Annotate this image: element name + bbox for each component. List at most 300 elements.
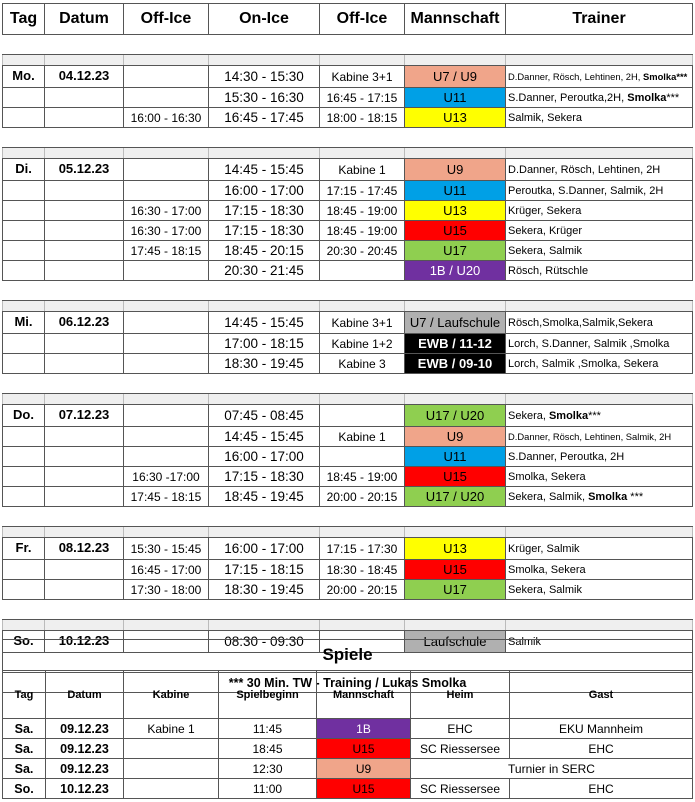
separator-cell — [45, 527, 124, 538]
off-ice-after-cell: 18:30 - 18:45 — [320, 560, 405, 580]
date-cell: 06.12.23 — [45, 312, 124, 334]
off-ice-before-cell: 15:30 - 15:45 — [124, 538, 209, 560]
on-ice-cell: 16:00 - 17:00 — [209, 538, 320, 560]
date-cell-empty — [45, 487, 124, 507]
trainer-cell — [506, 467, 693, 487]
date-cell-empty — [45, 181, 124, 201]
day-cell-empty — [3, 261, 45, 281]
off-ice-before-cell: 16:30 - 17:00 — [124, 221, 209, 241]
separator-cell — [405, 620, 506, 631]
day-cell-empty — [3, 487, 45, 507]
gap-cell — [209, 281, 320, 301]
separator-cell — [3, 55, 45, 66]
schedule-row — [3, 405, 693, 427]
trainer-names: Lorch, S.Danner, Salmik ,Smolka — [508, 337, 670, 350]
gap-cell — [45, 281, 124, 301]
gap-cell — [405, 128, 506, 148]
off-ice-before-cell: 17:45 - 18:15 — [124, 487, 209, 507]
team-cell: 1B / U20 — [405, 261, 506, 281]
schedule-row — [3, 159, 693, 181]
separator-cell — [320, 55, 405, 66]
trainer-names: D.Danner, Rösch, Lehtinen, Salmik, 2H — [508, 431, 672, 442]
game-date-cell: 10.12.23 — [46, 779, 124, 799]
schedule-row — [3, 261, 693, 281]
gap-cell — [124, 507, 209, 527]
trainer-cell — [506, 447, 693, 467]
game-start-cell: 11:00 — [219, 779, 317, 799]
team-cell: U7 / Laufschule — [405, 312, 506, 334]
off-ice-before-cell — [124, 334, 209, 354]
team-cell: U15 — [405, 560, 506, 580]
header-on-ice: On-Ice — [209, 4, 320, 35]
team-cell: U17 / U20 — [405, 487, 506, 507]
day-cell-empty — [3, 427, 45, 447]
gap-cell — [124, 35, 209, 55]
day-cell-empty — [3, 88, 45, 108]
date-cell-empty — [45, 261, 124, 281]
schedule-row — [3, 467, 693, 487]
trainer-names: Sekera, Salmik — [508, 583, 582, 596]
game-start-cell: 18:45 — [219, 739, 317, 759]
gap-cell — [3, 600, 45, 620]
on-ice-cell: 07:45 - 08:45 — [209, 405, 320, 427]
team-cell: U11 — [405, 447, 506, 467]
schedule-row — [3, 354, 693, 374]
date-cell: 08.12.23 — [45, 538, 124, 560]
off-ice-after-cell: Kabine 3+1 — [320, 312, 405, 334]
off-ice-after-cell: 17:15 - 17:45 — [320, 181, 405, 201]
day-cell-empty — [3, 334, 45, 354]
off-ice-before-cell: 16:45 - 17:00 — [124, 560, 209, 580]
day-cell-empty — [3, 560, 45, 580]
trainer-cell — [506, 221, 693, 241]
gap-cell — [405, 281, 506, 301]
gap-cell — [506, 35, 693, 55]
separator-cell — [3, 394, 45, 405]
game-day-cell: Sa. — [3, 759, 46, 779]
off-ice-after-cell: 16:45 - 17:15 — [320, 88, 405, 108]
game-row — [3, 779, 693, 799]
day-cell-empty — [3, 221, 45, 241]
trainer-footnote-mark: *** — [588, 409, 601, 422]
trainer-goalie-coach: Smolka — [627, 91, 667, 104]
off-ice-after-cell: 17:15 - 17:30 — [320, 538, 405, 560]
off-ice-after-cell: 18:45 - 19:00 — [320, 201, 405, 221]
gap-row — [3, 507, 693, 527]
games-header-row — [3, 671, 693, 719]
trainer-names: Rösch, Rütschle — [508, 264, 589, 277]
date-cell-empty — [45, 580, 124, 600]
off-ice-before-cell — [124, 354, 209, 374]
day-cell-empty — [3, 467, 45, 487]
games-header-day: Tag — [3, 671, 46, 719]
separator-cell — [320, 148, 405, 159]
gap-cell — [320, 374, 405, 394]
schedule-row — [3, 181, 693, 201]
team-cell: EWB / 09-10 — [405, 354, 506, 374]
off-ice-before-cell — [124, 159, 209, 181]
trainer-cell — [506, 427, 693, 447]
separator-cell — [124, 148, 209, 159]
gap-cell — [506, 128, 693, 148]
header-date: Datum — [45, 4, 124, 35]
day-cell: Mi. — [3, 312, 45, 334]
game-day-cell: Sa. — [3, 739, 46, 759]
separator-cell — [124, 55, 209, 66]
game-row — [3, 739, 693, 759]
off-ice-after-cell: Kabine 3 — [320, 354, 405, 374]
trainer-names: Lorch, Salmik ,Smolka, Sekera — [508, 357, 659, 370]
trainer-cell — [506, 241, 693, 261]
on-ice-cell: 17:00 - 18:15 — [209, 334, 320, 354]
date-cell-empty — [45, 560, 124, 580]
team-cell: U15 — [405, 467, 506, 487]
schedule-row — [3, 221, 693, 241]
schedule-header-row — [3, 4, 693, 35]
day-cell: Do. — [3, 405, 45, 427]
separator-cell — [209, 148, 320, 159]
team-cell: U13 — [405, 108, 506, 128]
games-title: Spiele — [3, 640, 693, 671]
gap-row — [3, 374, 693, 394]
game-date-cell: 09.12.23 — [46, 739, 124, 759]
day-cell: Fr. — [3, 538, 45, 560]
gap-cell — [209, 600, 320, 620]
separator-cell — [209, 394, 320, 405]
gap-cell — [405, 35, 506, 55]
game-day-cell: So. — [3, 779, 46, 799]
day-cell: Mo. — [3, 66, 45, 88]
off-ice-after-cell: 18:45 - 19:00 — [320, 467, 405, 487]
separator-cell — [506, 148, 693, 159]
separator-cell — [405, 301, 506, 312]
gap-row — [3, 128, 693, 148]
separator-cell — [506, 55, 693, 66]
team-cell: U7 / U9 — [405, 66, 506, 88]
separator-cell — [506, 620, 693, 631]
trainer-cell — [506, 108, 693, 128]
date-cell: 07.12.23 — [45, 405, 124, 427]
game-home-cell: EHC — [411, 719, 510, 739]
gap-cell — [3, 35, 45, 55]
team-cell: EWB / 11-12 — [405, 334, 506, 354]
gap-cell — [506, 374, 693, 394]
games-table — [2, 639, 693, 799]
date-cell-empty — [45, 447, 124, 467]
date-cell-empty — [45, 201, 124, 221]
trainer-names: Salmik — [508, 635, 542, 648]
team-cell: U9 — [405, 427, 506, 447]
day-cell-empty — [3, 181, 45, 201]
gap-cell — [124, 600, 209, 620]
on-ice-cell: 17:15 - 18:15 — [209, 560, 320, 580]
trainer-cell — [506, 66, 693, 88]
trainer-names: Peroutka, S.Danner, Salmik, 2H — [508, 184, 664, 197]
schedule-row — [3, 334, 693, 354]
on-ice-cell: 14:30 - 15:30 — [209, 66, 320, 88]
separator-cell — [405, 55, 506, 66]
game-guest-cell: EHC — [510, 739, 693, 759]
game-cabin-cell — [124, 739, 219, 759]
on-ice-cell: 16:00 - 17:00 — [209, 447, 320, 467]
off-ice-after-cell — [320, 447, 405, 467]
off-ice-after-cell: Kabine 1 — [320, 159, 405, 181]
schedule-row — [3, 447, 693, 467]
team-cell: U13 — [405, 538, 506, 560]
on-ice-cell: 08:30 - 09:30 — [209, 631, 320, 653]
gap-cell — [405, 600, 506, 620]
trainer-cell — [506, 538, 693, 560]
off-ice-after-cell: 20:00 - 20:15 — [320, 487, 405, 507]
gap-cell — [320, 600, 405, 620]
gap-cell — [3, 374, 45, 394]
separator-cell — [45, 55, 124, 66]
gap-cell — [320, 35, 405, 55]
trainer-names: S.Danner, Peroutka,2H, — [508, 91, 628, 104]
separator-cell — [506, 527, 693, 538]
gap-cell — [209, 374, 320, 394]
game-guest-cell: EKU Mannheim — [510, 719, 693, 739]
separator-cell — [3, 620, 45, 631]
trainer-footnote-mark: *** — [627, 490, 644, 503]
trainer-cell — [506, 312, 693, 334]
gap-cell — [45, 35, 124, 55]
on-ice-cell: 14:45 - 15:45 — [209, 159, 320, 181]
game-start-cell: 12:30 — [219, 759, 317, 779]
off-ice-after-cell: 20:00 - 20:15 — [320, 580, 405, 600]
off-ice-before-cell — [124, 405, 209, 427]
game-team-cell: U15 — [317, 739, 411, 759]
trainer-footnote-mark: *** — [666, 91, 680, 104]
trainer-names: S.Danner, Peroutka, 2H — [508, 450, 625, 463]
off-ice-before-cell — [124, 88, 209, 108]
games-header-guest: Gast — [510, 671, 693, 719]
team-cell: U17 — [405, 241, 506, 261]
game-team-cell: U15 — [317, 779, 411, 799]
trainer-goalie-coach: Smolka*** — [642, 71, 688, 82]
separator-cell — [45, 148, 124, 159]
gap-cell — [45, 507, 124, 527]
on-ice-cell: 16:45 - 17:45 — [209, 108, 320, 128]
game-team-cell: 1B — [317, 719, 411, 739]
trainer-cell — [506, 405, 693, 427]
separator-cell — [45, 620, 124, 631]
separator-cell — [3, 527, 45, 538]
gap-cell — [3, 128, 45, 148]
off-ice-after-cell: 20:30 - 20:45 — [320, 241, 405, 261]
on-ice-cell: 17:15 - 18:30 — [209, 201, 320, 221]
separator-cell — [405, 394, 506, 405]
trainer-cell — [506, 354, 693, 374]
separator-cell — [45, 301, 124, 312]
date-cell-empty — [45, 108, 124, 128]
team-cell: U15 — [405, 221, 506, 241]
gap-row — [3, 281, 693, 301]
trainer-names: Salmik, Sekera — [508, 111, 582, 124]
trainer-names: D.Danner, Rösch, Lehtinen, 2H — [508, 163, 661, 176]
separator-cell — [320, 394, 405, 405]
date-cell: 10.12.23 — [45, 631, 124, 653]
on-ice-cell: 14:45 - 15:45 — [209, 312, 320, 334]
separator-row — [3, 55, 693, 66]
gap-cell — [209, 507, 320, 527]
gap-cell — [209, 35, 320, 55]
games-header-cabin: Kabine — [124, 671, 219, 719]
schedule-row — [3, 538, 693, 560]
separator-cell — [320, 620, 405, 631]
gap-cell — [3, 281, 45, 301]
game-guest-cell: EHC — [510, 779, 693, 799]
training-schedule-table — [2, 3, 693, 693]
date-cell-empty — [45, 354, 124, 374]
games-header-date: Datum — [46, 671, 124, 719]
off-ice-before-cell — [124, 181, 209, 201]
separator-row — [3, 148, 693, 159]
trainer-names: D.Danner, Rösch, Lehtinen, 2H, — [508, 71, 643, 82]
gap-cell — [45, 128, 124, 148]
day-cell: So. — [3, 631, 45, 653]
trainer-goalie-coach: Smolka — [548, 409, 589, 422]
team-cell: U11 — [405, 181, 506, 201]
on-ice-cell: 17:15 - 18:30 — [209, 467, 320, 487]
on-ice-cell: 14:45 - 15:45 — [209, 427, 320, 447]
game-cabin-cell — [124, 759, 219, 779]
gap-cell — [320, 507, 405, 527]
gap-cell — [320, 281, 405, 301]
off-ice-before-cell — [124, 261, 209, 281]
gap-cell — [3, 507, 45, 527]
off-ice-after-cell: Kabine 1 — [320, 427, 405, 447]
separator-cell — [320, 301, 405, 312]
games-header-start: Spielbeginn — [219, 671, 317, 719]
separator-cell — [405, 527, 506, 538]
game-date-cell: 09.12.23 — [46, 759, 124, 779]
day-cell-empty — [3, 447, 45, 467]
on-ice-cell: 16:00 - 17:00 — [209, 181, 320, 201]
schedule-row — [3, 487, 693, 507]
game-row — [3, 719, 693, 739]
team-cell: U17 — [405, 580, 506, 600]
gap-cell — [45, 374, 124, 394]
separator-cell — [506, 394, 693, 405]
on-ice-cell: 18:45 - 20:15 — [209, 241, 320, 261]
date-cell-empty — [45, 88, 124, 108]
trainer-cell — [506, 334, 693, 354]
team-cell: U9 — [405, 159, 506, 181]
day-cell-empty — [3, 354, 45, 374]
off-ice-after-cell — [320, 405, 405, 427]
separator-row — [3, 527, 693, 538]
trainer-names: Smolka, Sekera — [508, 470, 586, 483]
gap-cell — [45, 600, 124, 620]
date-cell: 05.12.23 — [45, 159, 124, 181]
trainer-names: Sekera, Salmik, — [508, 490, 589, 503]
separator-cell — [45, 394, 124, 405]
day-cell-empty — [3, 241, 45, 261]
separator-cell — [209, 620, 320, 631]
footnote: *** 30 Min. TW - Training / Lukas Smolka — [3, 673, 693, 693]
date-cell-empty — [45, 221, 124, 241]
gap-cell — [209, 128, 320, 148]
separator-cell — [209, 301, 320, 312]
separator-cell — [124, 527, 209, 538]
game-day-cell: Sa. — [3, 719, 46, 739]
separator-cell — [124, 394, 209, 405]
gap-cell — [506, 281, 693, 301]
date-cell-empty — [45, 467, 124, 487]
separator-cell — [3, 148, 45, 159]
on-ice-cell: 15:30 - 16:30 — [209, 88, 320, 108]
schedule-row — [3, 66, 693, 88]
gap-cell — [405, 374, 506, 394]
schedule-row — [3, 427, 693, 447]
games-header-team: Mannschaft — [317, 671, 411, 719]
on-ice-cell: 18:30 - 19:45 — [209, 354, 320, 374]
off-ice-before-cell — [124, 312, 209, 334]
gap-cell — [124, 128, 209, 148]
schedule-row — [3, 241, 693, 261]
team-cell: U13 — [405, 201, 506, 221]
date-cell-empty — [45, 427, 124, 447]
game-tournament-cell: Turnier in SERC — [411, 759, 693, 779]
off-ice-after-cell: Kabine 1+2 — [320, 334, 405, 354]
game-cabin-cell — [124, 779, 219, 799]
gap-cell — [405, 507, 506, 527]
trainer-cell — [506, 88, 693, 108]
trainer-cell — [506, 580, 693, 600]
separator-cell — [209, 55, 320, 66]
off-ice-before-cell — [124, 447, 209, 467]
gap-cell — [506, 600, 693, 620]
on-ice-cell: 17:15 - 18:30 — [209, 221, 320, 241]
trainer-goalie-coach: Smolka — [588, 490, 628, 503]
day-cell: Di. — [3, 159, 45, 181]
trainer-cell — [506, 261, 693, 281]
separator-cell — [209, 527, 320, 538]
trainer-cell — [506, 181, 693, 201]
off-ice-before-cell: 17:30 - 18:00 — [124, 580, 209, 600]
game-cabin-cell: Kabine 1 — [124, 719, 219, 739]
gap-cell — [124, 281, 209, 301]
game-start-cell: 11:45 — [219, 719, 317, 739]
separator-cell — [124, 301, 209, 312]
gap-cell — [124, 374, 209, 394]
trainer-cell — [506, 201, 693, 221]
gap-cell — [506, 507, 693, 527]
separator-cell — [506, 301, 693, 312]
separator-row — [3, 301, 693, 312]
header-off-ice-before: Off-Ice — [124, 4, 209, 35]
team-cell: U11 — [405, 88, 506, 108]
on-ice-cell: 18:45 - 19:45 — [209, 487, 320, 507]
trainer-cell — [506, 159, 693, 181]
off-ice-before-cell: 16:00 - 16:30 — [124, 108, 209, 128]
schedule-row — [3, 312, 693, 334]
date-cell-empty — [45, 334, 124, 354]
gap-cell — [320, 128, 405, 148]
schedule-row — [3, 88, 693, 108]
header-day: Tag — [3, 4, 45, 35]
trainer-names: Sekera, — [508, 409, 549, 422]
off-ice-before-cell — [124, 66, 209, 88]
separator-cell — [124, 620, 209, 631]
header-team: Mannschaft — [405, 4, 506, 35]
schedule-row — [3, 108, 693, 128]
day-cell-empty — [3, 580, 45, 600]
game-home-cell: SC Riessersee — [411, 779, 510, 799]
gap-row — [3, 35, 693, 55]
trainer-names: Rösch,Smolka,Salmik,Sekera — [508, 316, 653, 329]
